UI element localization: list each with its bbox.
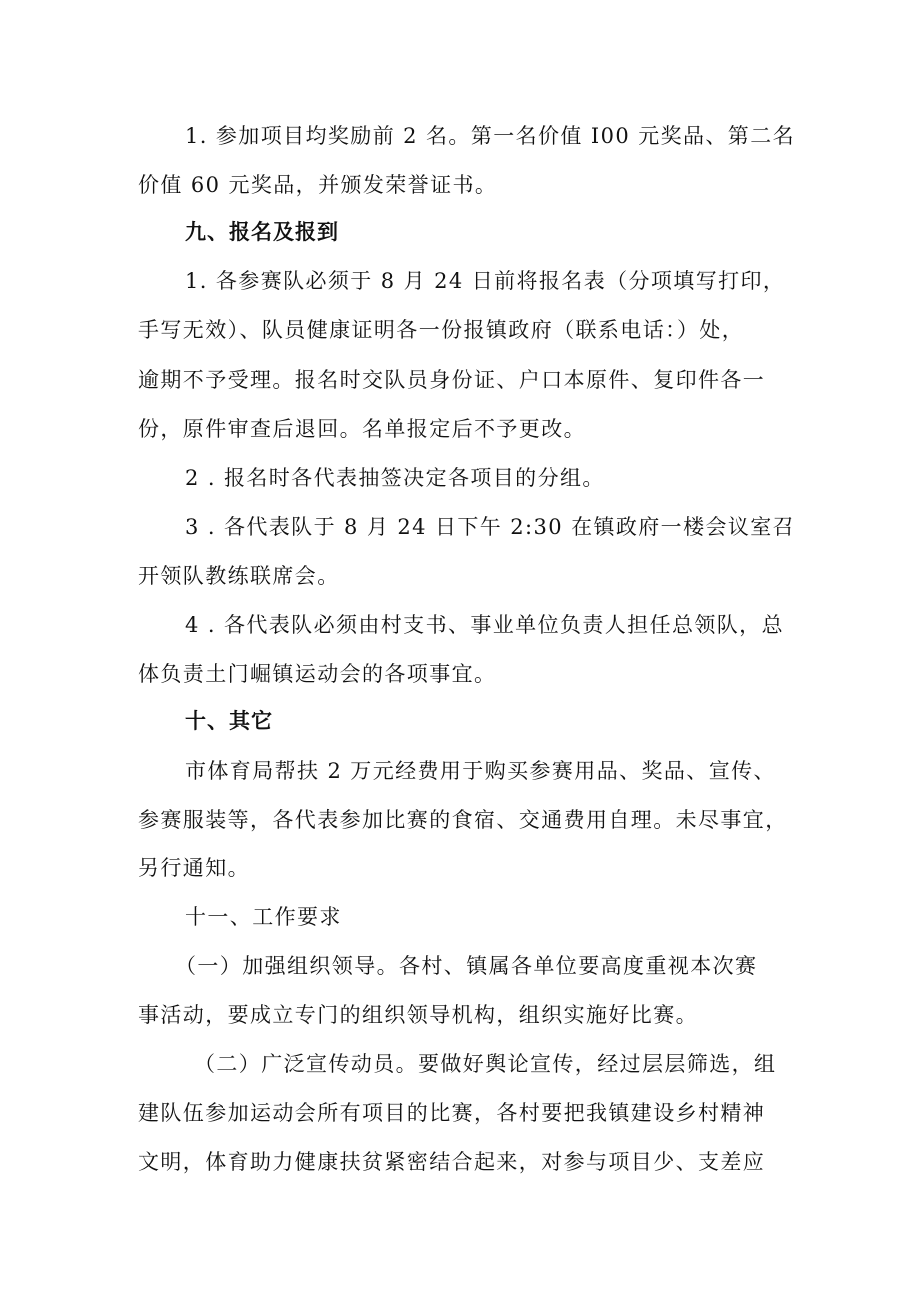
requirement-2-line1: （二）广泛宣传动员。要做好舆论宣传，经过层层筛选，组 xyxy=(194,1052,777,1076)
registration-para1-line2: 手写无效）、队员健康证明各一份报镇政府（联系电话：）处， xyxy=(138,318,745,342)
registration-para3-line1: 3 . 各代表队于 8 月 24 日下午 2:30 在镇政府一楼会议室召 xyxy=(185,515,796,539)
section-heading-registration: 九、报名及报到 xyxy=(185,220,339,244)
registration-para1-line3: 逾期不予受理。报名时交队员身份证、户口本原件、复印件各一 xyxy=(138,368,766,392)
requirement-1-line1: （一）加强组织领导。各村、镇属各单位要高度重视本次赛 xyxy=(175,954,758,978)
registration-para1-line4: 份，原件审查后退回。名单报定后不予更改。 xyxy=(138,417,586,441)
requirement-1-line2: 事活动，要成立专门的组织领导机构，组织实施好比赛。 xyxy=(138,1003,698,1027)
registration-para4-line1: 4 . 各代表队必须由村支书、事业单位负责人担任总领队，总 xyxy=(185,613,784,637)
registration-para4-line2: 体负责土门崛镇运动会的各项事宜。 xyxy=(138,662,497,686)
section-heading-other: 十、其它 xyxy=(185,709,273,733)
other-para-line3: 另行通知。 xyxy=(138,856,250,880)
requirement-2-line3: 文明，体育助力健康扶贫紧密结合起来，对参与项目少、支差应 xyxy=(138,1150,766,1174)
registration-para1-line1: 1. 各参赛队必须于 8 月 24 日前将报名表（分项填写打印， xyxy=(185,269,786,293)
other-para-line2: 参赛服装等，各代表参加比赛的食宿、交通费用自理。未尽事宜， xyxy=(138,808,788,832)
award-line-1: 1. 参加项目均奖励前 2 名。第一名价值 I00 元奖品、第二名 xyxy=(185,124,795,148)
section-heading-work-requirements: 十一、工作要求 xyxy=(185,905,342,929)
registration-para2: 2 . 报名时各代表抽签决定各项目的分组。 xyxy=(185,466,605,490)
other-para-line1: 市体育局帮扶 2 万元经费用于购买参赛用品、奖品、宣传、 xyxy=(185,759,776,783)
award-line-2: 价值 60 元奖品，并颁发荣誉证书。 xyxy=(138,173,498,197)
registration-para3-line2: 开领队教练联席会。 xyxy=(138,564,340,588)
requirement-2-line2: 建队伍参加运动会所有项目的比赛，各村要把我镇建设乡村精神 xyxy=(138,1101,766,1125)
